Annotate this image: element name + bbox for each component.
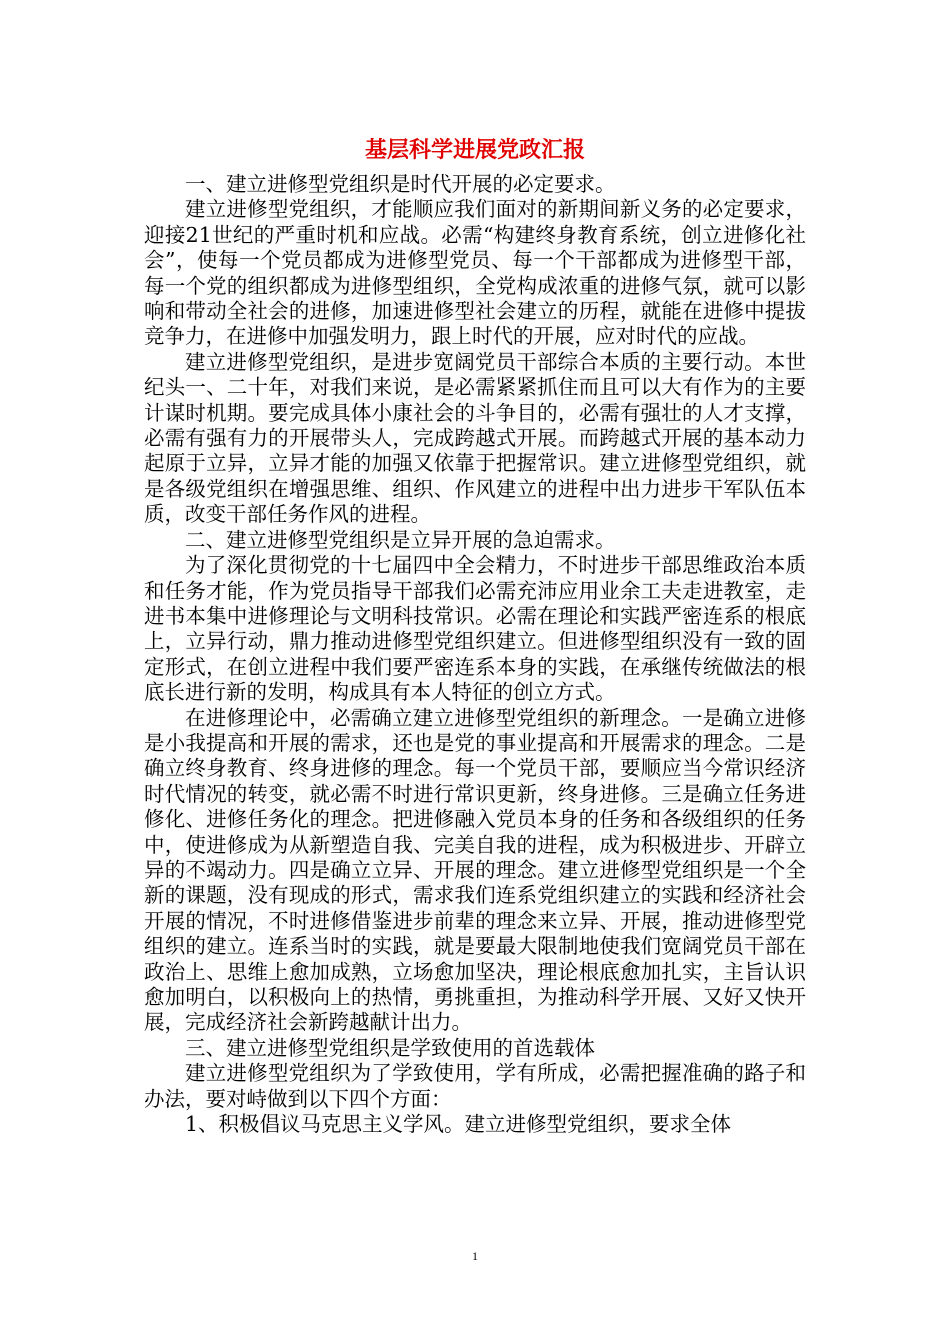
- section-heading-3: 三、建立进修型党组织是学致使用的首选载体: [185, 1035, 595, 1060]
- document-body: [144, 172, 806, 1137]
- section-heading-2: 二、建立进修型党组织是立异开展的急迫需求。: [185, 527, 616, 552]
- section-heading-1: 一、建立进修型党组织是时代开展的必定要求。: [185, 172, 616, 196]
- body-paragraph: 1、积极倡议马克思主义学风。建立进修型党组织，要求全体: [185, 1112, 732, 1137]
- body-paragraph: 在进修理论中，必需确立建立进修型党组织的新理念。一是确立进修是小我提高和开展的需求，还也是党的事业提高和开展需求的理念。二是确立终身教育、终身进修的理念。每一个党员干部，要顺应当今常识经济时代情况的转变，就必需不时进行常识更新，终身进修。三是确立任务进修化、进修任务化的理念。把进修融入党员本身的任务和各级组织的任务中，使进修成为从新塑造自我、完美自我的进程，成为积极进步、开辟立异的不竭动力。四是确立立异、开展的理念。建立进修型党组织是一个全新的课题，没有现成的形式，需求我们连系党组织建立的实践和经济社会开展的情况，不时进修借鉴进步前辈的理念来立异、开展，推动进修型党组织的建立。连系当时的实践，就是要最大限制地使我们宽阔党员干部在政治上、思维上愈加成熟，立场愈加坚决，理论根底愈加扎实，主旨认识愈加明白，以积极向上的热情，勇挑重担，为推动科学开展、又好又快开展，完成经济社会新跨越献计出力。: [144, 705, 806, 1035]
- body-paragraph: 建立进修型党组织为了学致使用，学有所成，必需把握准确的路子和办法，要对峙做到以下四个方面：: [144, 1061, 806, 1111]
- document-title: 基层科学进展党政汇报: [364, 137, 585, 163]
- body-paragraph: 建立进修型党组织，是进步宽阔党员干部综合本质的主要行动。本世纪头一、二十年，对我们来说，是必需紧紧抓住而且可以大有作为的主要计谋时机期。要完成具体小康社会的斗争目的，必需有强壮的人才支撑，必需有强有力的开展带头人，完成跨越式开展。而跨越式开展的基本动力起原于立异，立异才能的加强又依靠于把握常识。建立进修型党组织，就是各级党组织在增强思维、组织、作风建立的进程中出力进步干军队伍本质，改变干部任务作风的进程。: [144, 349, 806, 527]
- page-number: 1: [472, 1249, 478, 1263]
- body-paragraph: 为了深化贯彻党的十七届四中全会精力，不时进步干部思维政治本质和任务才能，作为党员指导干部我们必需充沛应用业余工夫走进教室，走进书本集中进修理论与文明科技常识。必需在理论和实践严密连系的根底上，立异行动，鼎力推动进修型党组织建立。但进修型组织没有一致的固定形式，在创立进程中我们要严密连系本身的实践，在承继传统做法的根底长进行新的发明，构成具有本人特征的创立方式。: [144, 553, 806, 705]
- body-paragraph: 建立进修型党组织，才能顺应我们面对的新期间新义务的必定要求，迎接21世纪的严重时机和应战。必需“构建终身教育系统，创立进修化社会”，使每一个党员都成为进修型党员、每一个干部都成为进修型干部，每一个党的组织都成为进修型组织，全党构成浓重的进修气氛，就可以影响和带动全社会的进修，加速进修型社会建立的历程，就能在进修中提拔竞争力，在进修中加强发明力，跟上时代的开展，应对时代的应战。: [144, 197, 806, 349]
